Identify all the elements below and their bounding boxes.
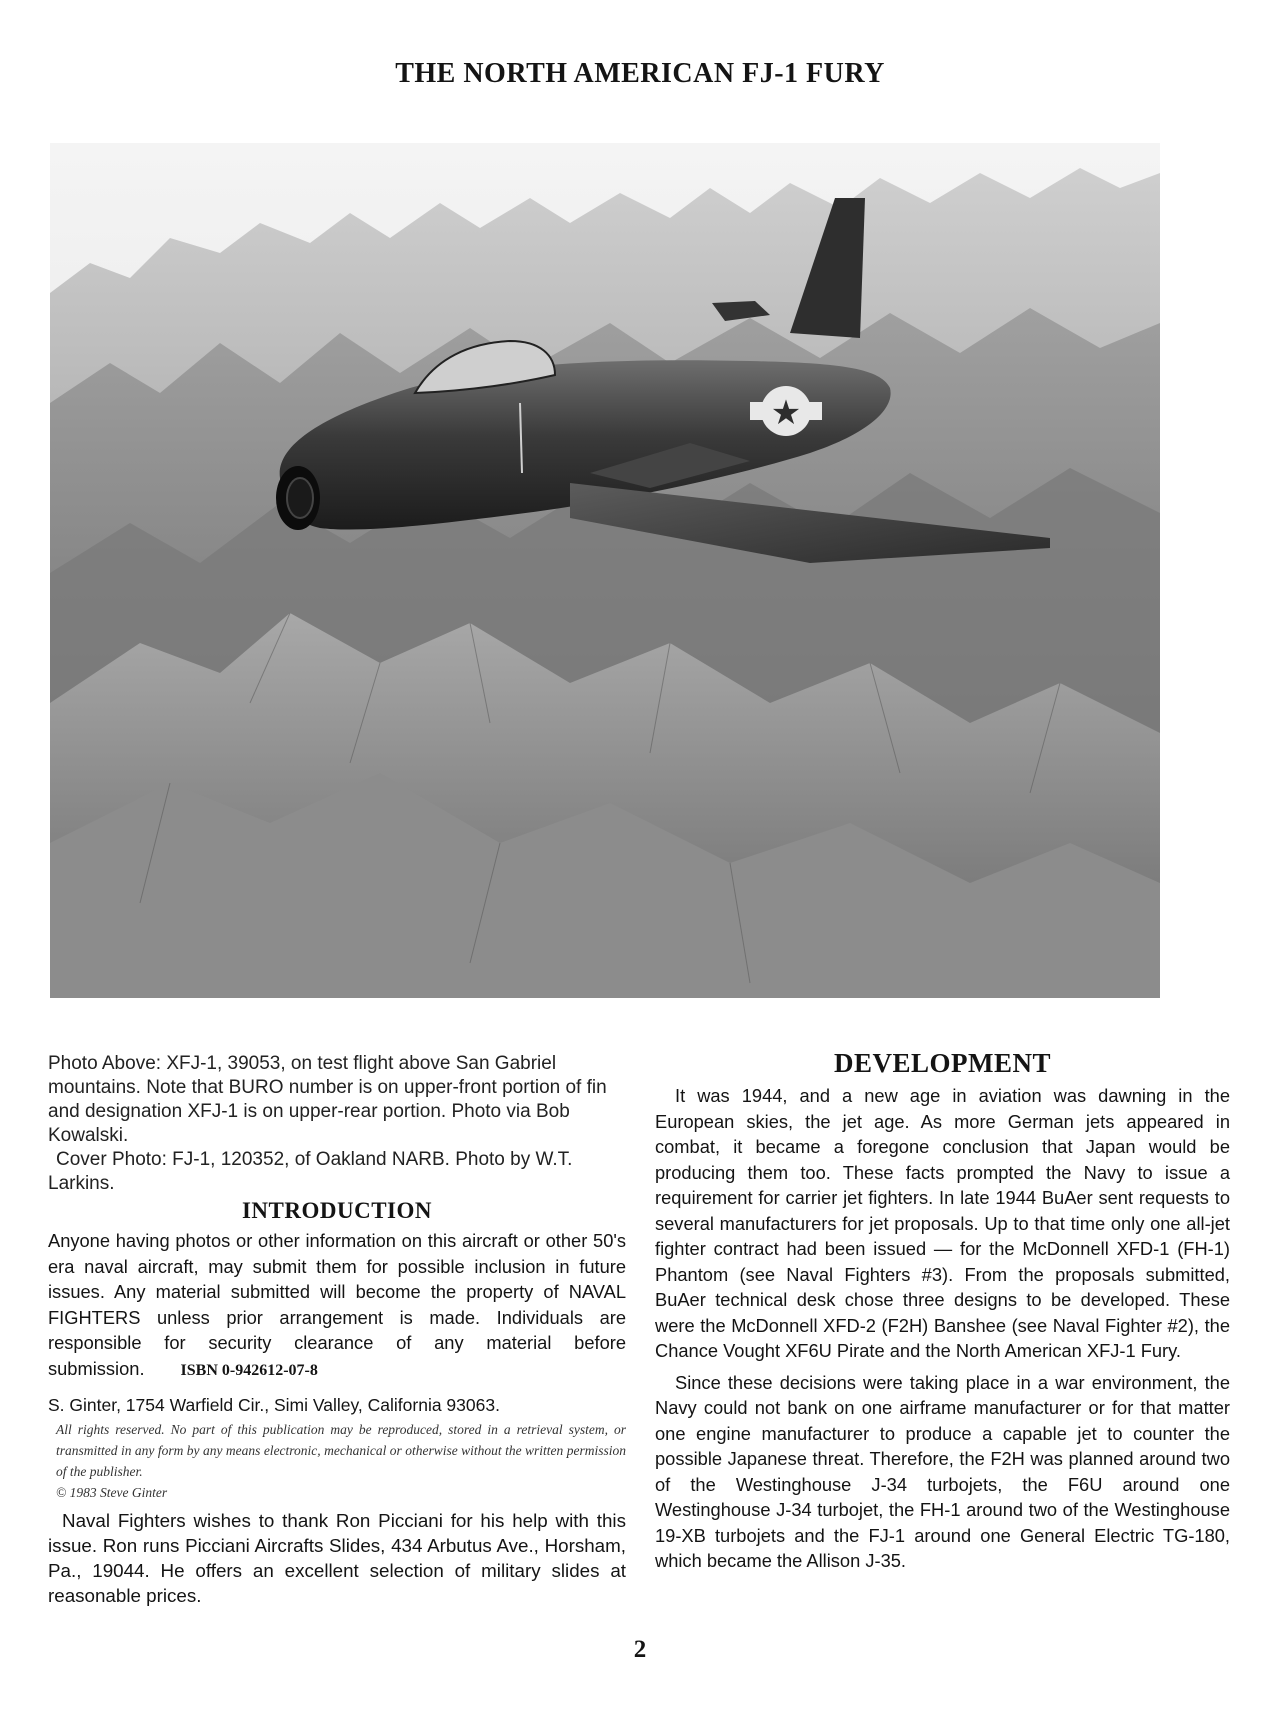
thanks-paragraph: Naval Fighters wishes to thank Ron Picciani for his help with this issue. Ron runs Picciani Aircrafts Slides, 434 Arbutus Ave., Horsham, Pa., 19044. He offers an excellent selection of military slides at reasonable prices. (48, 1510, 626, 1606)
publisher-address: S. Ginter, 1754 Warfield Cir., Simi Valley, California 93063. (48, 1395, 500, 1415)
introduction-heading: INTRODUCTION (241, 1198, 433, 1223)
photo-caption: Photo Above: XFJ-1, 39053, on test flight above San Gabriel mountains. Note that BURO number is on upper-front portion of fin and designation XFJ-1 is on upper-rear portion. Photo via Bob Kowalski. (48, 1053, 607, 1146)
development-paragraph-2: Since these decisions were taking place in a war environment, the Navy could not bank on one airframe manufacturer or for that matter one engine manufacturer to produce a capable jet to counter the possible Japanese threat. Therefore, the F2H was planned around two of the Westinghouse J-34 turbojets, the F6U around one Westinghouse J-34 turbojet, the FH-1 around two of the Westinghouse 19-XB turbojets and the FJ-1 around one General Electric TG-180, which became the Allison J-35. (655, 1371, 1230, 1571)
svg-text:★: ★ (770, 393, 802, 433)
right-column (655, 1048, 1230, 1574)
aircraft-photo (50, 143, 1160, 998)
copyright: © 1983 Steve Ginter (56, 1485, 168, 1500)
introduction-text: Anyone having photos or other information on this aircraft or other 50's era naval aircraft, may submit them for possible inclusion in future issues. Any material submitted will become the property of NAVAL FIGHTERS unless prior arrangement is made. Individuals are responsible for security clearance of any material before submission. ISBN 0-942612-07-8 (48, 1230, 626, 1379)
aircraft-photo-icon (50, 143, 1160, 998)
rights-notice: All rights reserved. No part of this publication may be reproduced, stored in a retrieval system, or transmitted in any form by any means electronic, mechanical or otherwise without the written permission of the publisher. © 1983 Steve Ginter (56, 1422, 626, 1500)
isbn: ISBN 0-942612-07-8 (180, 1361, 318, 1379)
page-title: THE NORTH AMERICAN FJ-1 FURY (395, 58, 885, 89)
development-paragraph-1: It was 1944, and a new age in aviation was dawning in the European skies, the jet age. As more German jets appeared in combat, it became a foregone conclusion that Japan would be producing them too. These facts prompted the Navy to issue a requirement for carrier jet fighters. In late 1944 BuAer sent requests to several manufacturers for jet proposals. Up to that time only one all-jet fighter contract had been issued — for the McDonnell XFD-1 (FH-1) Phantom (see Naval Fighters #3). From the proposals submitted, BuAer technical desk chose three designs to be developed. These were the McDonnell XFD-2 (F2H) Banshee (see Naval Fighter #2), the Chance Vought XF6U Pirate and the North American XFJ-1 Fury. (655, 1085, 1230, 1361)
cover-photo-caption: Cover Photo: FJ-1, 120352, of Oakland NARB. Photo by W.T. Larkins. (48, 1149, 573, 1194)
development-heading: DEVELOPMENT (833, 1048, 1052, 1078)
left-column (48, 1052, 626, 1608)
page-number: 2 (633, 1636, 647, 1663)
